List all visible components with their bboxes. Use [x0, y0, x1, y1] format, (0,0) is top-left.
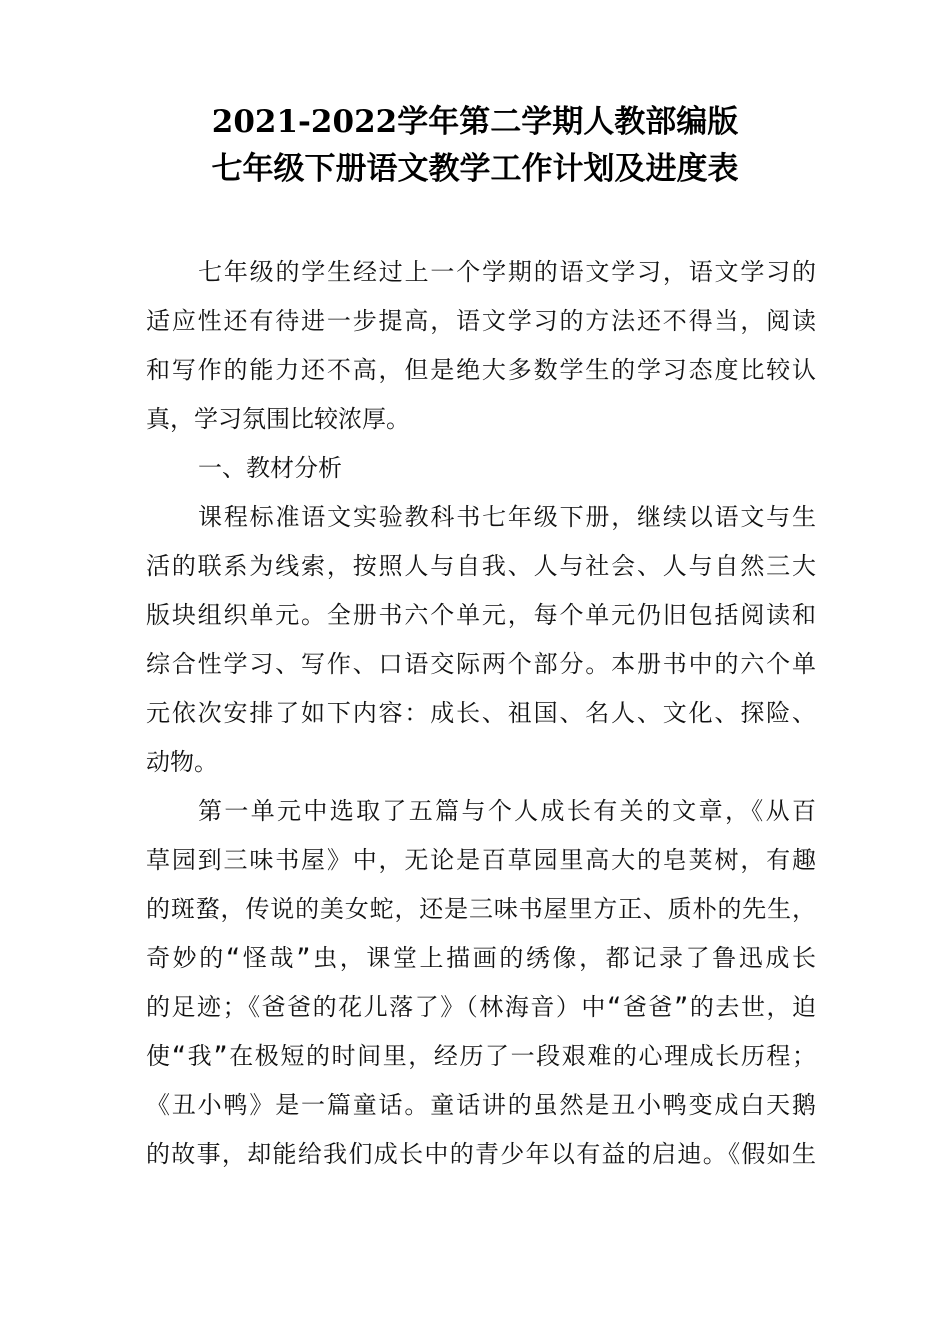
paragraph-2-line-3: 版块组织单元。全册书六个单元，每个单元仍旧包括阅读和 — [146, 601, 816, 629]
paragraph-3-line-7: 《丑小鸭》是一篇童话。童话讲的虽然是丑小鸭变成白天鹅 — [146, 1091, 816, 1119]
paragraph-3-line-4: 奇妙的“怪哉”虫，课堂上描画的绣像，都记录了鲁迅成长 — [146, 944, 816, 972]
document-title-line-2: 七年级下册语文教学工作计划及进度表 — [211, 151, 739, 187]
paragraph-1-line-1: 七年级的学生经过上一个学期的语文学习，语文学习的 — [198, 258, 816, 286]
paragraph-3-line-6: 使“我”在极短的时间里，经历了一段艰难的心理成长历程； — [146, 1042, 816, 1070]
paragraph-3-line-5: 的足迹；《爸爸的花儿落了》（林海音）中“爸爸”的去世，迫 — [146, 993, 816, 1021]
paragraph-3-line-3: 的斑蝥，传说的美女蛇，还是三味书屋里方正、质朴的先生， — [146, 895, 816, 923]
paragraph-2-line-1: 课程标准语文实验教科书七年级下册，继续以语文与生 — [198, 503, 816, 531]
paragraph-2-line-5: 元依次安排了如下内容：成长、祖国、名人、文化、探险、 — [146, 699, 816, 727]
paragraph-2-line-6: 动物。 — [146, 748, 218, 776]
paragraph-3-line-8: 的故事，却能给我们成长中的青少年以有益的启迪。《假如生 — [146, 1140, 816, 1168]
paragraph-1-line-4: 真，学习氛围比较浓厚。 — [146, 405, 410, 433]
paragraph-3-line-1: 第一单元中选取了五篇与个人成长有关的文章，《从百 — [198, 797, 816, 825]
document-title-line-1: 2021-2022学年第二学期人教部编版 — [211, 104, 739, 140]
paragraph-3-line-2: 草园到三味书屋》中，无论是百草园里高大的皂荚树，有趣 — [146, 846, 816, 874]
paragraph-1-line-3: 和写作的能力还不高，但是绝大多数学生的学习态度比较认 — [146, 356, 816, 384]
document-body — [146, 248, 816, 1179]
paragraph-2-line-4: 综合性学习、写作、口语交际两个部分。本册书中的六个单 — [146, 650, 816, 678]
paragraph-2-line-2: 活的联系为线索，按照人与自我、人与社会、人与自然三大 — [146, 552, 816, 580]
section-heading-textbook-analysis: 一、教材分析 — [198, 454, 342, 482]
paragraph-1-line-2: 适应性还有待进一步提高，语文学习的方法还不得当，阅读 — [146, 307, 816, 335]
